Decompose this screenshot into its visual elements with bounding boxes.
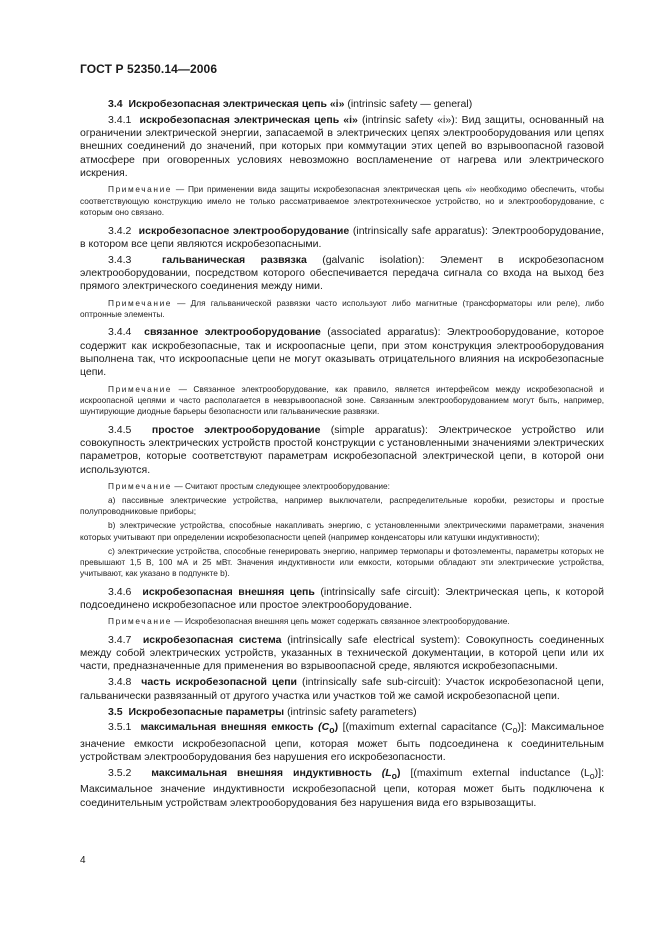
definition-3-5-2: 3.5.2 максимальная внешняя индуктивность $(L_o)$ [(maximum external inductance $(L_o)$]: Максимальное значение индуктивности искробезопасной цепи, которая может быть подключена к соединительным устройствам электрооборудования без нарушения вида его взрывозащиты. xyxy=(80,766,605,809)
definition-3-4-5: 3.4.5 простое электрооборудование (simple apparatus): Электрическое устройство или совокупность электрических устройств простой конструкции с установленными значениями электрических параметров, которые соответствуют параметрам искробезопасной электрической цепи, в которой они используются. xyxy=(80,423,605,476)
definition-3-4-8: 3.4.8 часть искробезопасной цепи (intrinsically safe sub-circuit): Участок искробезопасной цепи, гальванически развязанный от другого участка или участков той же самой искробезопасной цепи. xyxy=(80,676,604,702)
definition-3-4-7: 3.4.7 искробезопасная система (intrinsically safe electrical system): Совокупность соединенных между собой электрических устройств, указанных в технической документации, в которой цепи или их части, предназначенные для применения во взрывоопасной среде, являются искробезопасными. xyxy=(80,633,604,673)
note: Примечание — Искробезопасная внешняя цепь может содержать связанное электрооборудование. xyxy=(108,616,510,627)
page-number: 4 xyxy=(80,855,86,866)
standard-code: ГОСТ Р 52350.14—2006 xyxy=(80,62,218,76)
definition-3-5-1: 3.5.1 максимальная внешняя емкость $(C_o)$ [(maximum external capacitance $(C_o)$]: Максимальное значение емкости искробезопасной цепи, которая может быть подсоединена к соединительным устройствам электрооборудования без нарушения его искробезопасности. xyxy=(80,721,605,764)
note-item-b: b) электрические устройства, способные накапливать энергию, с установленными электрическими параметрами, значения которых учитывают при определении искробезопасности цепей (например конденсаторы или катушки индуктивности); xyxy=(80,520,604,542)
section-heading: 3.4 Искробезопасная электрическая цепь «i» (intrinsic safety — general) xyxy=(108,98,473,110)
note: Примечание — Считают простым следующее электрооборудование: xyxy=(108,481,390,492)
note-item-a: a) пассивные электрические устройства, например выключатели, распределительные коробки, резисторы и простые полупроводниковые приборы; xyxy=(80,494,604,517)
document-body xyxy=(80,98,604,810)
note: Примечание — При применении вида защиты искробезопасная электрическая цепь «i» необходимо обеспечить, чтобы соответствующую конструкцию имело не только рассматриваемое электротехническое устройство, но и электрооборудование, с которым оно связано. xyxy=(80,184,604,218)
definition-3-4-2: 3.4.2 искробезопасное электрооборудование (intrinsically safe apparatus): Электрооборудование, в котором все цепи являются искробезопасными. xyxy=(80,224,604,250)
note: Примечание — Для гальванической развязки часто используют либо магнитные (трансформаторы или реле), либо оптронные элементы. xyxy=(80,297,604,320)
section-heading: 3.5 Искробезопасные параметры (intrinsic safety parameters) xyxy=(108,705,417,718)
definition-3-4-1: 3.4.1 искробезопасная электрическая цепь «i» (intrinsic safety «i»): Вид защиты, основанный на ограничении электрической энергии, запасаемой в электрических цепях электрооборудования или цепях внешних соединений до значений, при которых при коммутации этих цепей во взрывоопасной газовой атмосфере при оговоренных условиях невозможно воспламенение от нагрева или электрического искрения. xyxy=(80,113,604,180)
definition-3-4-6: 3.4.6 искробезопасная внешняя цепь (intrinsically safe circuit): Электрическая цепь, к которой подсоединено искробезопасное или простое электрооборудование. xyxy=(80,585,605,612)
note: Примечание — Связанное электрооборудование, как правило, является интерфейсом между искробезопасной и искроопасной цепями и часто располагается в невзрывоопасной зоне. Связанным электрооборудованием могут быть, например, шунтирующие диодные барьеры безопасности или гальванические развязки. xyxy=(80,383,605,417)
document-page xyxy=(80,62,604,813)
definition-3-4-4: 3.4.4 связанное электрооборудование (associated apparatus): Электрооборудование, которое содержит как искробезопасные, так и искроопасные цепи, при этом конструкция электрооборудования выполнена так, что искроопасные цепи не могут оказывать отрицательного влияния на искробезопасные цепи. xyxy=(80,326,605,379)
definition-3-4-3: 3.4.3 гальваническая развязка (galvanic isolation): Элемент в искробезопасном электрооборудовании, посредством которого обеспечивается передача сигнала со входа на выход без прямого электрического соединения между ними. xyxy=(80,253,604,293)
note-item-c: c) электрические устройства, способные генерировать энергию, например термопары и фотоэлементы, параметры которых не превышают 1,5 В, 100 мА и 25 мВт. Значения индуктивности или емкости, которыми обладают эти электрические устройства, учитывают, как указано в подпункте b). xyxy=(80,545,604,579)
